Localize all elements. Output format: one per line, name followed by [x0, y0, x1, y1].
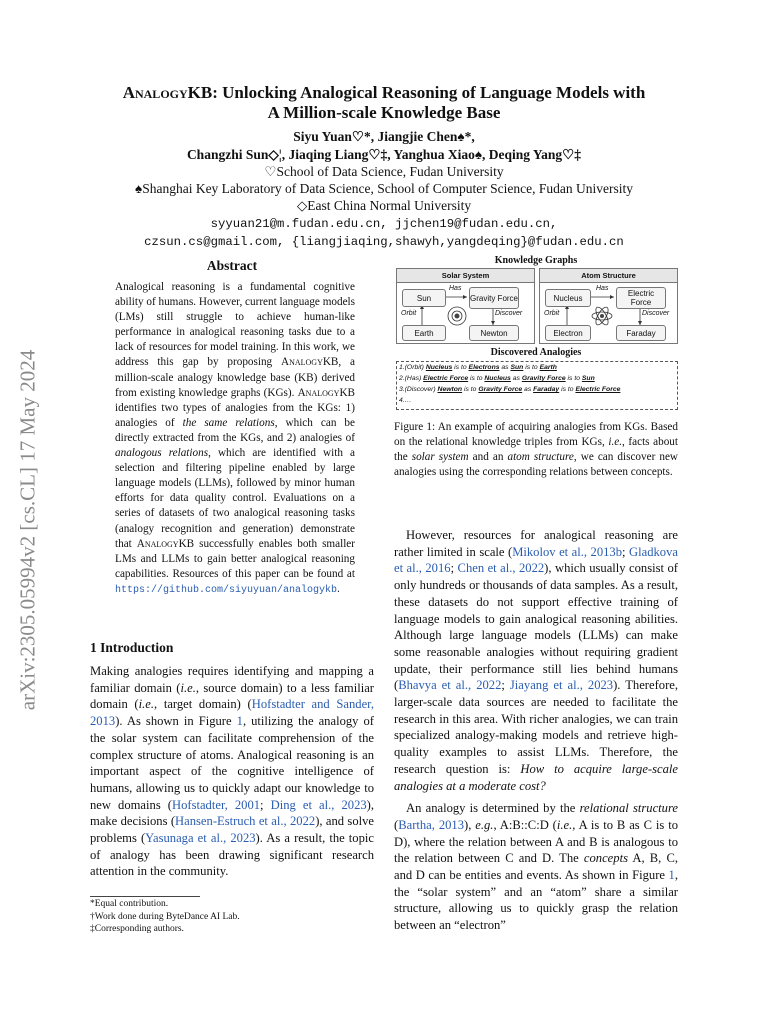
- abstract-text-3: identifies two types of analogies from the KGs: 1) analogies of: [115, 401, 355, 429]
- label-orbit: Orbit: [401, 310, 417, 317]
- body-em: relational structure: [579, 801, 678, 816]
- analogy-term: Electric Force: [575, 386, 621, 393]
- node-newton: Newton: [469, 325, 519, 341]
- affiliation-1: ♡School of Data Science, Fudan University: [264, 164, 504, 179]
- label-orbit: Orbit: [544, 310, 560, 317]
- author-line-2: Changzhi Sun◇¦, Jiaqing Liang♡‡, Yanghua Xiao♠, Deqing Yang♡‡: [186, 147, 582, 162]
- analogy-prefix: 2.(Has): [399, 375, 424, 382]
- analogy-term: Gravity Force: [521, 375, 566, 382]
- analogy-3: [399, 384, 620, 395]
- intro-text: ). As shown in Figure: [115, 714, 237, 729]
- github-link[interactable]: https://github.com/siyuyuan/analogykb: [115, 584, 338, 596]
- arxiv-stamp: [6, 320, 50, 740]
- abstract-text-4: , which can be directly extracted from the KGs, and 2) analogies of: [115, 416, 355, 444]
- right-column-body: [394, 527, 678, 934]
- intro-em: i.e.: [180, 680, 196, 695]
- caption-text: , we can discover new analogies using the corresponding relations between concepts.: [394, 451, 678, 479]
- analogy-term: Sun: [581, 375, 595, 382]
- abstract-text-5: , which are identified with a selection and filtering pipeline enabled by large language models (LLMs), followed by minor human efforts for data quality control. Evaluations on a series of datasets of two analogical reasoning tasks (analogy recognition and generation) demonstrate that: [115, 447, 355, 550]
- analogy-term: Earth: [539, 364, 557, 371]
- title-line2: A Million-scale Knowledge Base: [267, 103, 501, 122]
- analogy-more: 4.…: [399, 397, 412, 404]
- body-text: ). Therefore, larger-scale data sources are needed to facilitate the research in this area. With richer analogies, we can train specialized analogy-making models and retrieve high-quality examples to assist LLMs. Therefore, the research question is:: [394, 678, 679, 776]
- abstract-text-2: , a million-scale analogy knowledge base (KB) derived from existing knowledge graphs (KGs).: [115, 356, 356, 399]
- body-text: , the “solar system” and an “atom” share a similar structure, allowing us to quickly grasp the relation between an “electron”: [394, 868, 678, 933]
- citation-link[interactable]: Ding et al., 2023: [270, 797, 367, 812]
- label-discover: Discover: [642, 310, 670, 317]
- node-electric-force: Electric Force: [616, 287, 666, 309]
- intro-text: ). As a result, the topic of analogy has been drawing significant research attention in the community.: [90, 831, 374, 879]
- body-text: ),: [464, 817, 476, 832]
- analogy-term: Newton: [437, 386, 463, 393]
- intro-text: , utilizing the analogy of the solar system can facilitate comprehension of the complex structure of atoms. Analogical reasoning is an important aspect of the cognitive intelligence of humans, allowing us to quickly adapt our knowledge to new domains (: [90, 714, 374, 812]
- analogy-term: Electric Force: [423, 375, 469, 382]
- citation-link[interactable]: Hansen-Estruch et al., 2022: [175, 814, 316, 829]
- analogy-connector: is to: [565, 375, 582, 382]
- analogy-prefix: 1.(Orbit): [399, 364, 426, 371]
- abstract-kb-name-1: AnalogyKB: [281, 356, 339, 369]
- intro-text: ;: [260, 797, 271, 812]
- section-heading-introduction: 1 Introduction: [90, 640, 174, 655]
- abstract-body: [115, 280, 355, 598]
- citation-link[interactable]: Chen et al., 2022: [457, 561, 545, 576]
- analogy-1: [399, 362, 557, 373]
- abstract-text-1: Analogical reasoning is a fundamental cognitive ability of humans. However, current language models (LMs) still struggle to achieve human-like performance in analogical reasoning tasks due to a lack of resources for model training. In this work, we address this gap by proposing: [115, 281, 356, 369]
- abstract-text-7: .: [337, 582, 340, 595]
- intro-text: ), and solve problems (: [90, 814, 375, 846]
- caption-em: i.e.: [608, 436, 623, 449]
- analogy-connector: is to: [452, 364, 469, 371]
- figure-caption: [394, 420, 678, 480]
- analogy-term: Faraday: [533, 386, 560, 393]
- body-text: , A is to B as C is to D), where the relation between A and B is analogous to the relation between C and D. The: [394, 817, 678, 866]
- atom-structure-panel: [539, 268, 678, 344]
- solar-system-panel: [396, 268, 535, 344]
- analogy-connector: is to: [462, 386, 479, 393]
- intro-text: , source domain) to a less familiar domain (: [90, 680, 374, 712]
- body-text: ;: [450, 561, 458, 576]
- author-line-1: Siyu Yuan♡*, Jiangjie Chen♠*,: [293, 129, 475, 144]
- analogy-term: Sun: [510, 364, 524, 371]
- body-text: ;: [501, 678, 510, 693]
- label-discover: Discover: [495, 310, 523, 317]
- caption-text: and an: [468, 451, 508, 464]
- analogy-connector: as: [522, 386, 534, 393]
- caption-text: Figure 1: An example of acquiring analogies from KGs. Based on the relational knowledge triples from KGs,: [394, 421, 678, 449]
- citation-link[interactable]: Gladkova et al., 2016: [394, 544, 678, 576]
- abstract-em-1: the same relations: [182, 416, 275, 429]
- intro-text: ), make decisions (: [90, 797, 375, 829]
- analogy-term: Electrons: [468, 364, 500, 371]
- body-text: An analogy is determined by the: [406, 801, 580, 816]
- node-faraday: Faraday: [616, 325, 666, 341]
- citation-link[interactable]: Yasunaga et al., 2023: [145, 831, 256, 846]
- citation-link[interactable]: Hofstadter and Sander, 2013: [90, 697, 374, 729]
- intro-em: i.e.: [138, 697, 155, 712]
- paragraph-analogy-definition: [394, 800, 678, 934]
- abstract-text-6: successfully enables both smaller LMs and LLMs to gain better analogical reasoning capabilities. Resources of this paper can be found at: [115, 537, 355, 580]
- body-em: e.g.: [475, 817, 494, 832]
- analogy-prefix: 3.(Discover): [399, 386, 438, 393]
- abstract-kb-name-2: AnalogyKB: [297, 386, 355, 399]
- intro-text: , target domain) (: [154, 697, 252, 712]
- abstract-heading: Abstract: [206, 258, 258, 273]
- solar-system-header: Solar System: [397, 269, 534, 283]
- email-line-2: czsun.cs@gmail.com, {liangjiaqing,shawyh,yangdeqing}@fudan.edu.cn: [144, 235, 624, 249]
- body-text: ;: [622, 544, 630, 559]
- analogy-connector: is to: [559, 386, 576, 393]
- affiliation-2: ♠Shanghai Key Laboratory of Data Science, School of Computer Science, Fudan University: [135, 181, 633, 196]
- analogy-2: [399, 373, 595, 384]
- analogy-term: Nucleus: [484, 375, 511, 382]
- introduction-paragraph: [90, 663, 374, 880]
- caption-em: solar system: [411, 451, 469, 464]
- abstract-kb-name-3: AnalogyKB: [136, 537, 195, 550]
- footnote-3: ‡Corresponding authors.: [90, 924, 184, 934]
- sun-dot-icon: [455, 314, 460, 319]
- body-text: However, resources for analogical reasoning are rather limited in scale (: [394, 528, 678, 559]
- paragraph-resources: [394, 527, 678, 794]
- caption-em: atom structure: [507, 451, 574, 464]
- figure-ref-link[interactable]: 1: [236, 714, 243, 729]
- figure-ref-link[interactable]: 1: [668, 868, 675, 883]
- nucleus-dot-icon: [600, 314, 604, 318]
- analogy-connector: as: [499, 364, 511, 371]
- affiliation-3: ◇East China Normal University: [296, 198, 472, 213]
- body-text: A, B, C, and D can be entities and events. As shown in Figure: [394, 851, 679, 883]
- node-earth: Earth: [402, 325, 446, 341]
- citation-link[interactable]: Bhavya et al., 2022: [398, 678, 502, 693]
- citation-link[interactable]: Bartha, 2013: [398, 817, 465, 832]
- analogy-connector: is to: [523, 364, 540, 371]
- arxiv-stamp-text: arXiv:2305.05994v2 [cs.CL] 17 May 2024: [15, 349, 40, 711]
- title-line1: : Unlocking Analogical Reasoning of Language Models with: [212, 83, 646, 102]
- paper-title: [60, 83, 708, 123]
- label-has: Has: [596, 285, 609, 292]
- label-has: Has: [449, 285, 462, 292]
- figure-kg-title: Knowledge Graphs: [494, 255, 578, 266]
- node-gravity-force: Gravity Force: [469, 287, 519, 309]
- citation-link[interactable]: Mikolov et al., 2013b: [512, 544, 623, 559]
- analogy-term: Nucleus: [425, 364, 453, 371]
- node-electron: Electron: [545, 325, 591, 341]
- intro-text: Making analogies requires identifying and mapping a familiar domain (: [90, 664, 374, 695]
- citation-link[interactable]: Jiayang et al., 2023: [509, 678, 614, 693]
- node-sun: Sun: [402, 289, 446, 307]
- body-text: (: [394, 817, 399, 832]
- atom-structure-header: Atom Structure: [540, 269, 677, 283]
- analogy-term: Gravity Force: [478, 386, 523, 393]
- research-question: How to acquire large-scale analogies at a moderate cost?: [394, 761, 678, 793]
- analogy-connector: as: [510, 375, 522, 382]
- discovered-analogies-box: [396, 361, 678, 410]
- citation-link[interactable]: Hofstadter, 2001: [171, 797, 261, 812]
- email-line-1: syyuan21@m.fudan.edu.cn, jjchen19@fudan.edu.cn,: [210, 217, 558, 231]
- title-kb-name: AnalogyKB: [122, 83, 213, 102]
- discovered-analogies-title: Discovered Analogies: [490, 347, 582, 358]
- footnotes: [90, 898, 374, 936]
- footnote-rule: [90, 896, 200, 897]
- abstract-em-2: analogous relations: [115, 447, 209, 460]
- body-text: , A:B::C:D (: [493, 817, 557, 832]
- footnote-1: *Equal contribution.: [90, 899, 169, 909]
- body-text: ), which usually consist of only hundreds or thousands of data samples. As a result, these datasets do not support effective training of language models to gain analogical reasoning abilities. Although large language models (LLMs) can make some reasonable analogies without requiring gradient update, their performance still lies behind humans (: [394, 561, 678, 693]
- body-em: concepts: [583, 851, 628, 866]
- node-nucleus: Nucleus: [545, 289, 591, 307]
- caption-text: , facts about the: [394, 436, 678, 464]
- body-em: i.e.: [556, 817, 573, 832]
- footnote-2: †Work done during ByteDance AI Lab.: [90, 911, 240, 922]
- analogy-connector: is to: [468, 375, 485, 382]
